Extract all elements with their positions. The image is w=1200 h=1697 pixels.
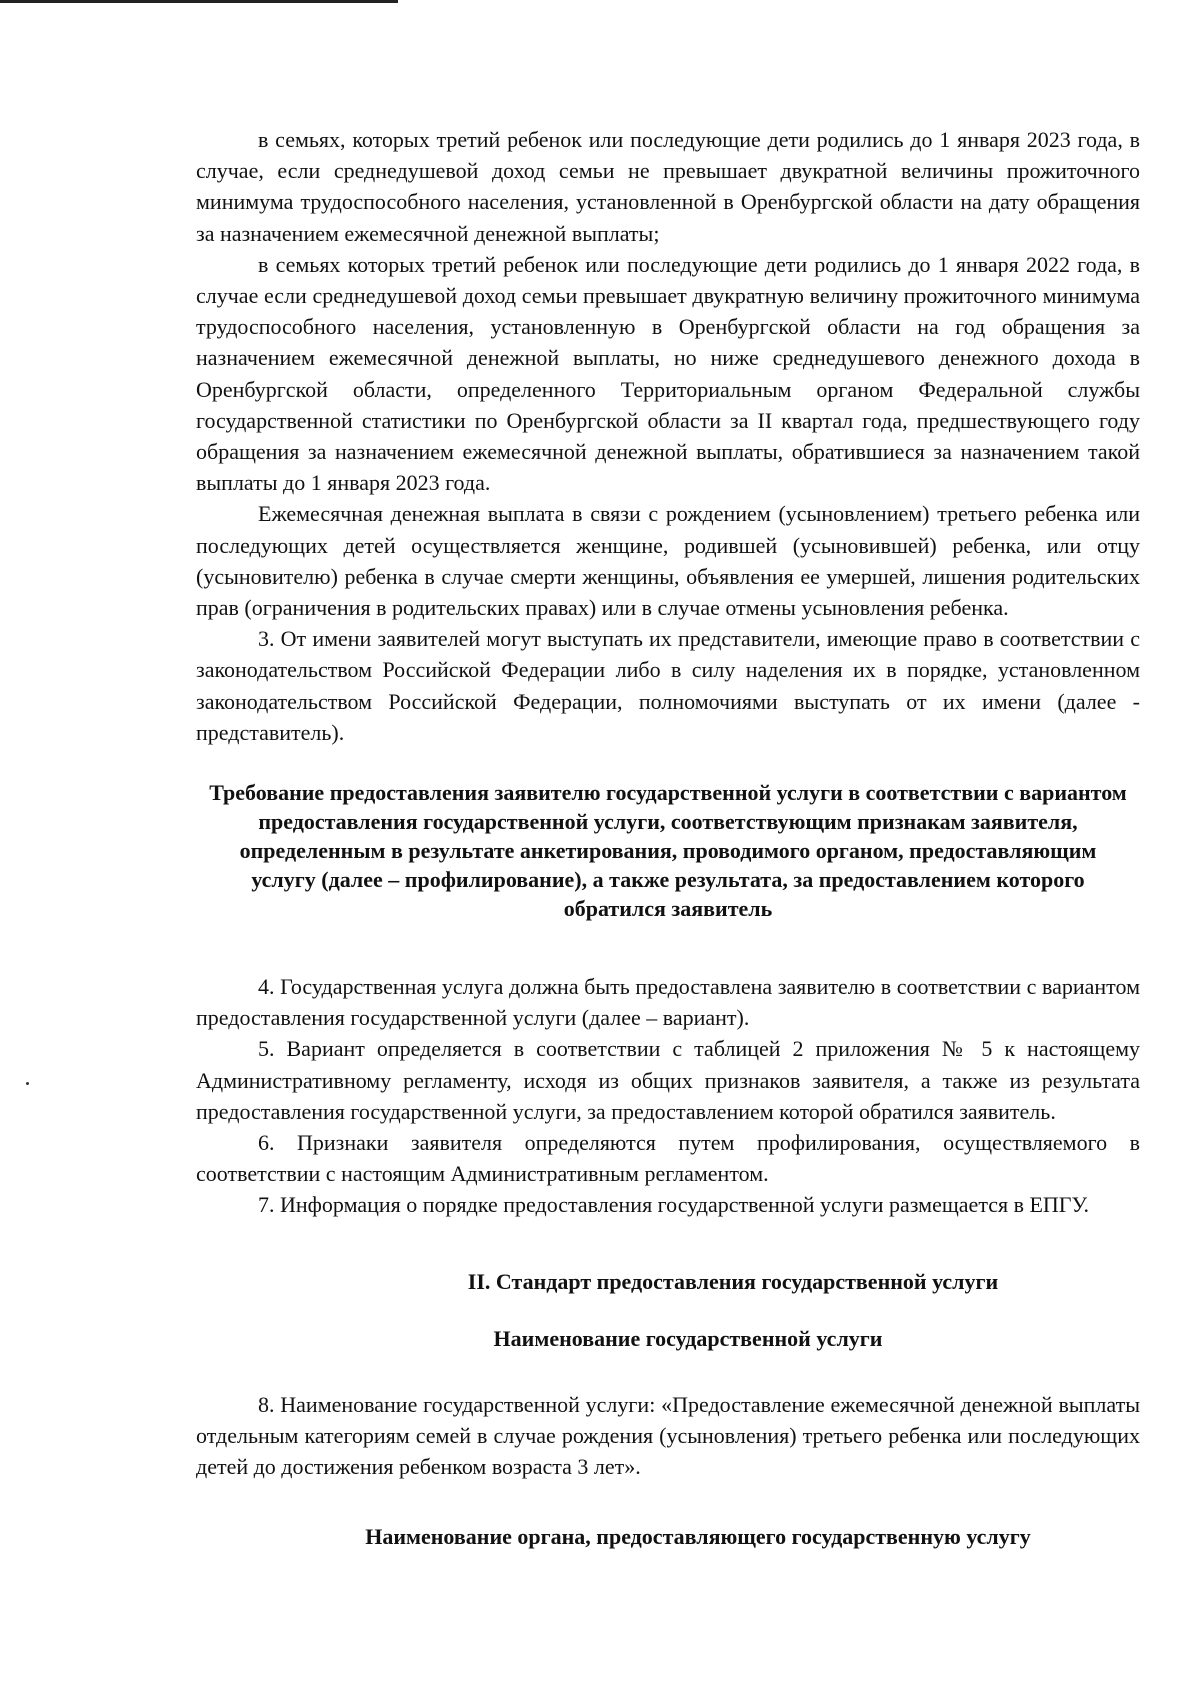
heading-section-ii: II. Стандарт предоставления государственной услуги xyxy=(467,1268,999,1294)
paragraph-families-2023: в семьях, которых третий ребенок или последующие дети родились до 1 января 2023 года, в случае, если среднедушевой доход семьи не превышает двукратной величины прожиточного минимума трудоспособного населения, установленной в Оренбургской области на дату обращения за назначением ежемесячной денежной выплаты; xyxy=(196,127,1140,246)
scan-top-edge-line xyxy=(0,0,398,3)
heading-providing-authority: Наименование органа, предоставляющего государственную услугу xyxy=(365,1524,1031,1550)
paragraph-item-6: 6. Признаки заявителя определяются путем профилирования, осуществляемого в соответствии с настоящим Административным регламентом. xyxy=(196,1130,1140,1187)
scan-speck xyxy=(26,1082,29,1085)
paragraph-item-5: 5. Вариант определяется в соответствии с таблицей 2 приложения № 5 к настоящему Административному регламенту, исходя из общих признаков заявителя, а также из результата предоставления государственной услуги, за предоставлением которой обратился заявитель. xyxy=(196,1036,1140,1124)
document-page xyxy=(196,124,1140,1551)
paragraph-item-7: 7. Информация о порядке предоставления государственной услуги размещается в ЕПГУ. xyxy=(258,1192,1090,1218)
paragraph-families-2022: в семьях которых третий ребенок или последующие дети родились до 1 января 2022 года, в случае если среднедушевой доход семьи превышает двукратную величину прожиточного минимума трудоспособного населения, установленную в Оренбургской области на год обращения за назначением ежемесячной денежной выплаты, но ниже среднедушевого денежного дохода в Оренбургской области, определенного Территориальным органом Федеральной службы государственной статистики по Оренбургской области за II квартал года, предшествующего году обращения за назначением ежемесячной денежной выплаты, обратившиеся за назначением такой выплаты до 1 января 2023 года. xyxy=(196,251,1140,496)
heading-service-requirement: Требование предоставления заявителю государственной услуги в соответствии с вариантом предоставления государственной услуги, соответствующим признакам заявителя, определенным в результате анкетирования, проводимого органом, предоставляющим услугу (далее – профилирование), а также результата, за предоставлением которого обратился заявитель xyxy=(209,780,1127,922)
heading-service-name: Наименование государственной услуги xyxy=(493,1325,883,1351)
paragraph-item-8-service-name: 8. Наименование государственной услуги: «Предоставление ежемесячной денежной выплаты отдельным категориям семей в случае рождения (усыновления) третьего ребенка или последующих детей до достижения ребенком возраста 3 лет». xyxy=(196,1391,1140,1480)
paragraph-monthly-payment-recipient: Ежемесячная денежная выплата в связи с рождением (усыновлением) третьего ребенка или последующих детей осуществляется женщине, родившей (усыновившей) ребенка, или отцу (усыновителю) ребенка в случае смерти женщины, объявления ее умершей, лишения родительских прав (ограничения в родительских правах) или в случае отмены усыновления ребенка. xyxy=(196,501,1140,621)
paragraph-item-3-representatives: 3. От имени заявителей могут выступать их представители, имеющие право в соответствии с законодательством Российской Федерации либо в силу наделения их в порядке, установленном законодательством Российской Федерации, полномочиями выступать от их имени (далее - представитель). xyxy=(196,626,1140,745)
paragraph-item-4: 4. Государственная услуга должна быть предоставлена заявителю в соответствии с вариантом предоставления государственной услуги (далее – вариант). xyxy=(196,974,1140,1031)
